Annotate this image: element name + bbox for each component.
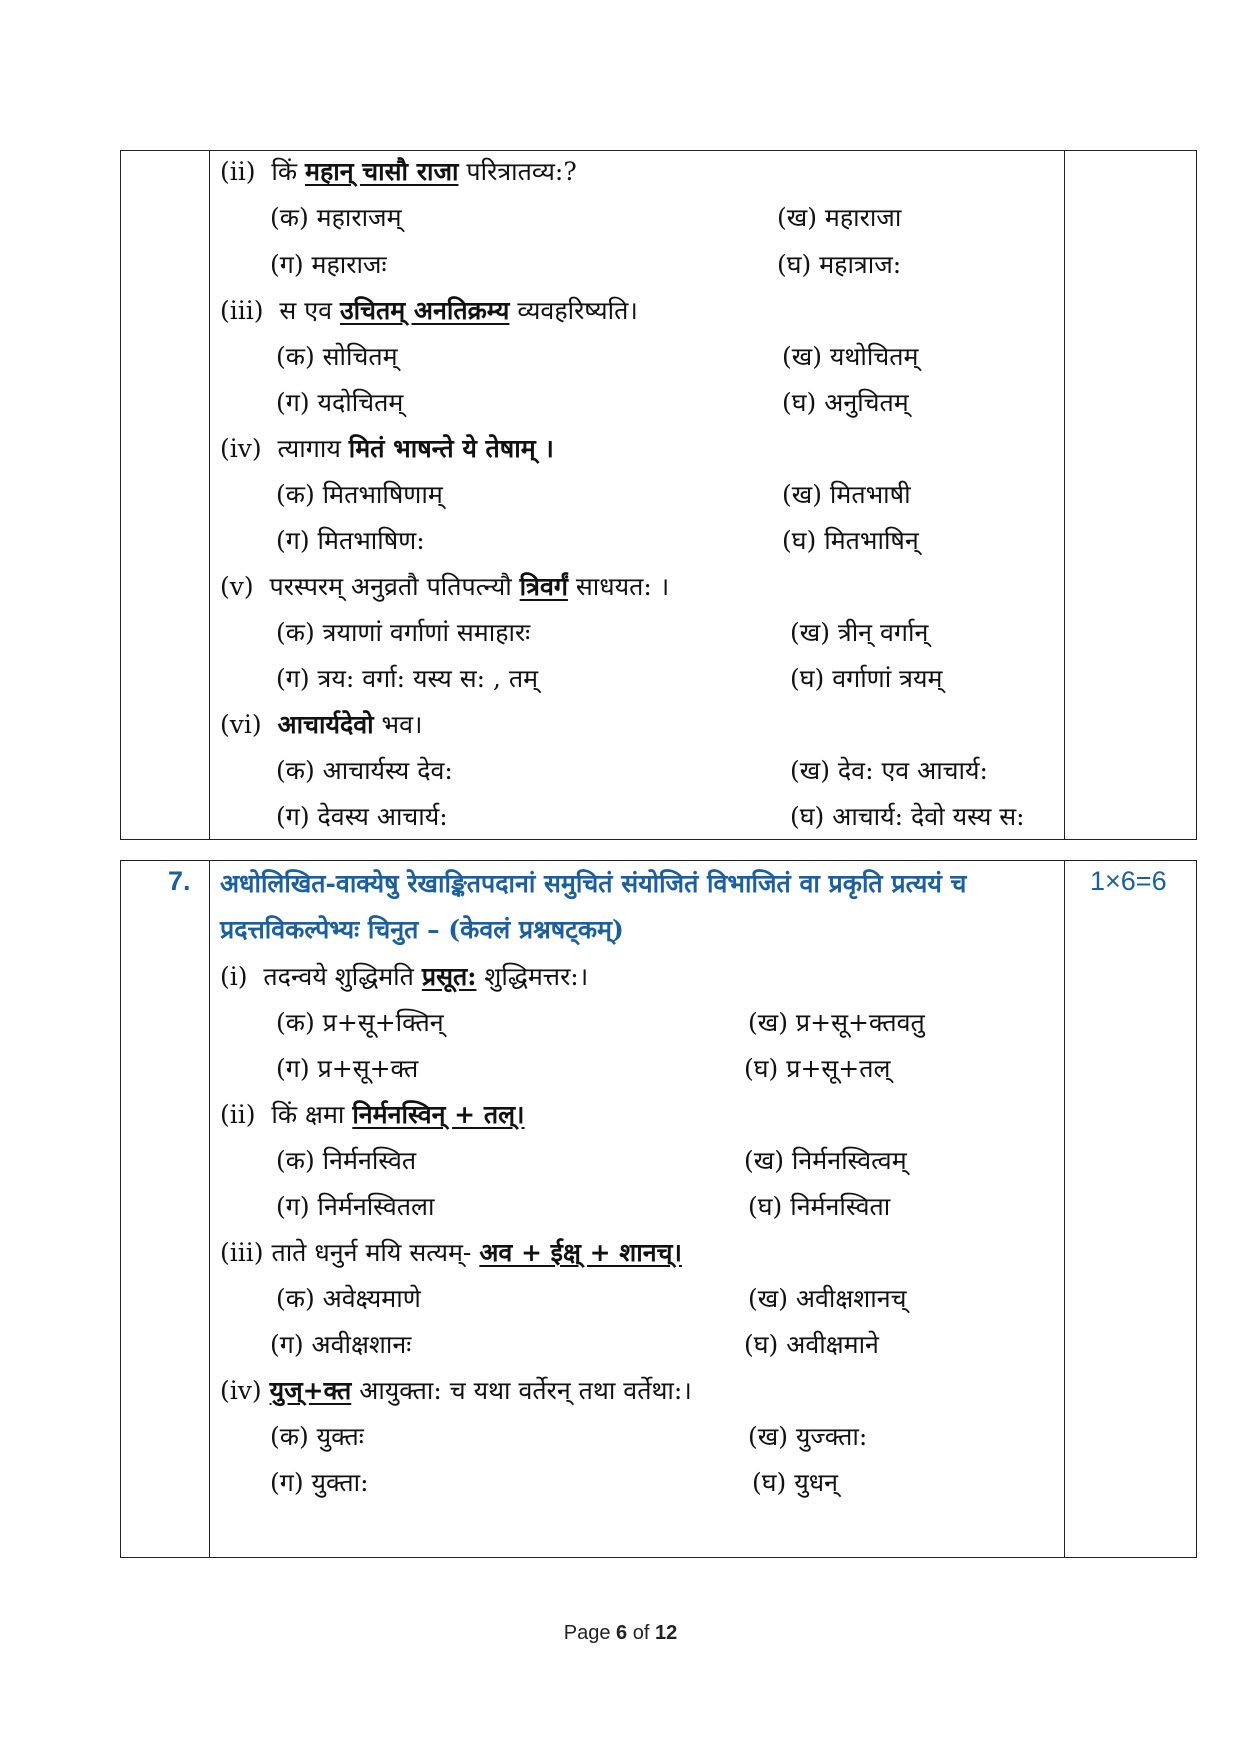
option-kha: (ख) त्रीन् वर्गान् [790,618,929,647]
option-ka: (क) सोचितम् [276,342,398,371]
item-number: (v) [220,572,254,601]
option-ka: (क) अवेक्ष्यमाणे [276,1284,421,1313]
item-text: व्यवहरिष्यति। [509,296,638,325]
option-gha: (घ) निर्मनस्विता [748,1192,891,1221]
underlined-word: त्रिवर्गं [519,572,568,601]
item-text: किं [271,157,306,186]
option-gha: (घ) युधन् [752,1468,838,1497]
option-ka: (क) त्रयाणां वर्गाणां समाहारः [276,618,531,647]
item-text: साधयत: । [567,572,670,601]
option-kha: (ख) मितभाषी [782,480,911,509]
item-number: (vi) [220,710,262,739]
option-gha: (घ) अनुचितम् [782,388,909,417]
item-text: परस्परम् अनुव्रतौ पतिपत्न्यौ [269,572,520,601]
bold-phrase: मितं भाषन्ते ये तेषाम् । [348,434,554,463]
column-divider [1064,151,1065,839]
option-kha: (ख) युज्क्ता: [748,1422,868,1451]
current-page-number: 6 [616,1622,628,1644]
item-text: आयुक्ता: च यथा वर्तेरन् तथा वर्तेथा:। [351,1376,692,1405]
underlined-word: महान् चासौ राजा [305,157,459,186]
item-text: भव। [373,710,423,739]
page-footer [0,1622,1241,1645]
q6-item-ii [220,157,577,187]
item-text: किं क्षमा [271,1100,353,1129]
footer-label: of [627,1622,655,1644]
option-gha: (घ) आचार्य: देवो यस्य स: [790,802,1025,831]
underlined-word: युज्+क्त [269,1376,352,1405]
option-ka: (क) आचार्यस्य देव: [276,756,453,785]
underlined-word: उचितम् अनतिक्रम्य [339,296,510,325]
option-ka: (क) युक्तः [270,1422,364,1451]
q7-item-ii [220,1100,525,1130]
item-number: (ii) [220,157,256,186]
option-ka: (क) प्र+सू+क्तिन् [276,1008,444,1037]
column-divider [209,861,210,1557]
item-number: (iv) [220,1376,262,1405]
question-instruction: अधोलिखित-वाक्येषु रेखाङ्कितपदानां समुचितं संयोजितं विभाजितं वा प्रकृति प्रत्ययं च [220,869,967,898]
option-ga: (ग) देवस्य आचार्य: [276,802,448,831]
question-number: 7. [168,866,191,896]
item-text: तदन्वये शुद्धिमति [263,962,422,991]
option-gha: (घ) वर्गाणां त्रयम् [790,664,943,693]
item-text: स एव [279,296,340,325]
item-text: शुद्धिमत्तर:। [476,962,589,991]
item-number: (ii) [220,1100,256,1129]
option-gha: (घ) महात्राज: [777,250,902,279]
item-number: (iii) [220,296,264,325]
option-kha: (ख) देव: एव आचार्य: [790,756,988,785]
option-ka: (क) मितभाषिणाम् [276,480,443,509]
option-ga: (ग) महाराजः [270,250,387,279]
option-gha: (घ) प्र+सू+तल् [744,1054,891,1083]
option-ga: (ग) मितभाषिण: [276,526,425,555]
question-instruction: प्रदत्तविकल्पेभ्यः चिनुत – (केवलं प्रश्नषट्कम्) [220,915,624,944]
option-ka: (क) निर्मनस्वित [276,1146,417,1175]
bold-word: आचार्यदेवो [277,710,374,739]
option-ga: (ग) त्रय: वर्गा: यस्य स: , तम् [276,664,539,693]
option-kha: (ख) निर्मनस्वित्वम् [744,1146,907,1175]
item-number: (iv) [220,434,262,463]
item-text: त्यागाय [277,434,349,463]
option-ga: (ग) निर्मनस्वितला [276,1192,435,1221]
option-ga: (ग) अवीक्षशानः [270,1330,412,1359]
option-gha: (घ) मितभाषिन् [782,526,919,555]
q7-item-iv [220,1376,692,1406]
option-kha: (ख) अवीक्षशानच् [748,1284,907,1313]
total-pages: 12 [654,1622,678,1644]
item-number: (iii) [220,1238,264,1267]
footer-label: Page [563,1622,617,1644]
item-text: ताते धनुर्न मयि सत्यम्- [271,1238,480,1267]
option-kha: (ख) प्र+सू+क्तवतु [748,1008,925,1037]
q7-item-iii [220,1238,682,1268]
q6-item-iii [220,296,638,326]
column-divider [1064,861,1065,1557]
option-ka: (क) महाराजम् [270,203,402,232]
question-marks: 1×6=6 [1090,866,1167,896]
option-ga: (ग) युक्ता: [270,1468,369,1497]
q6-item-v [220,572,669,602]
column-divider [209,151,210,839]
q7-item-i [220,962,588,992]
underlined-word: निर्मनस्विन् + तल्। [352,1100,525,1129]
item-number: (i) [220,962,248,991]
option-kha: (ख) यथोचितम् [782,342,919,371]
option-ga: (ग) यदोचितम् [276,388,404,417]
item-text: परित्रातव्य:? [458,157,577,186]
option-ga: (ग) प्र+सू+क्त [276,1054,419,1083]
q6-item-iv [220,434,554,464]
option-kha: (ख) महाराजा [777,203,902,232]
underlined-word: अव + ईक्ष् + शानच्। [479,1238,682,1267]
option-gha: (घ) अवीक्षमाने [744,1330,879,1359]
underlined-word: प्रसूत: [421,962,477,991]
q6-item-vi [220,710,423,740]
